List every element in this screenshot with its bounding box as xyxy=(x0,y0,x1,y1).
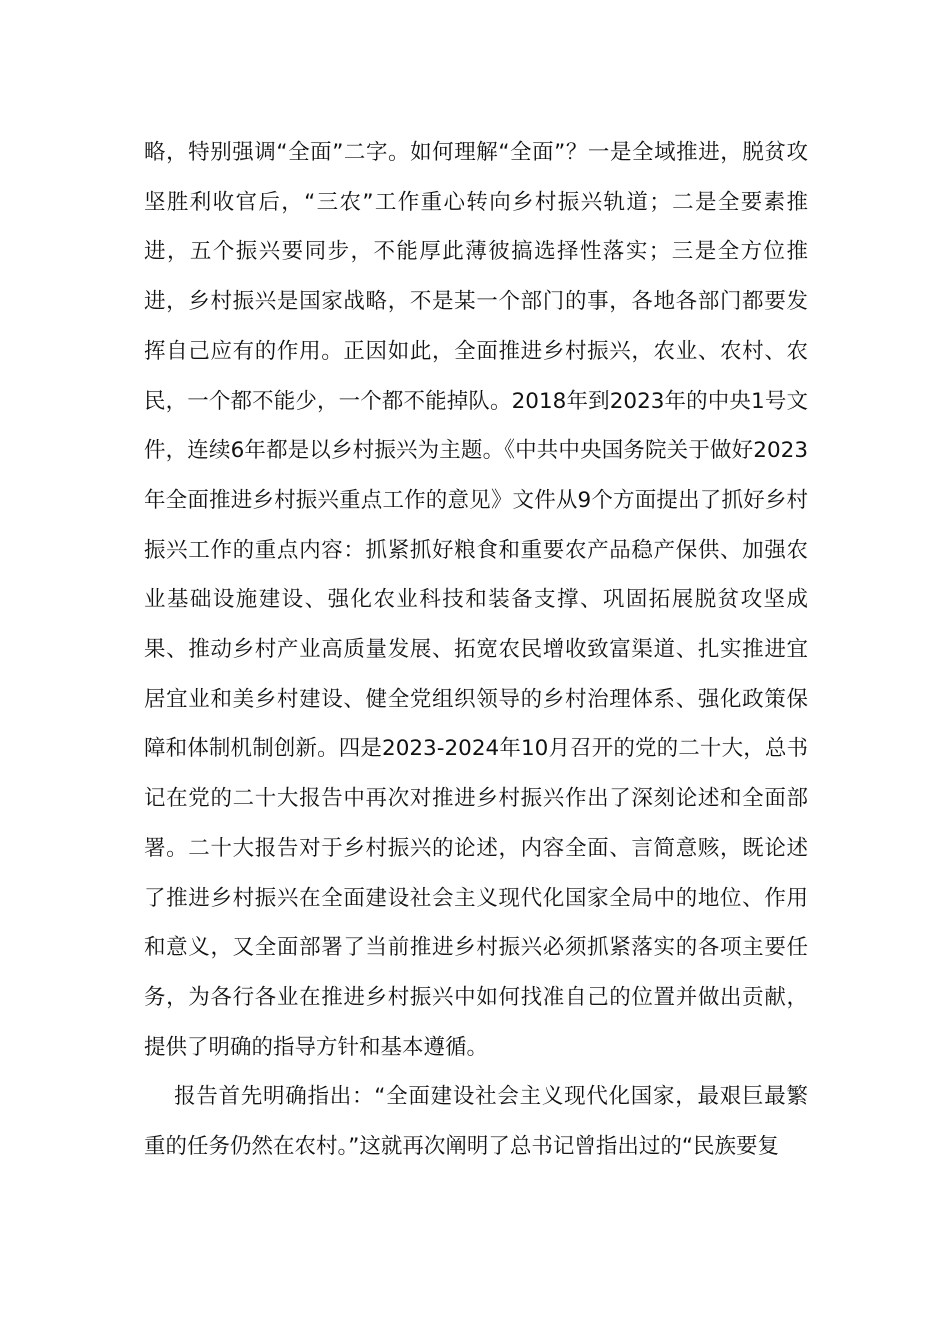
document-body xyxy=(144,128,808,1172)
paragraph-2: 报告首先明确指出：“全面建设社会主义现代化国家，最艰巨最繁重的任务仍然在农村。”这就再次阐明了总书记曾指出过的“民族要复 xyxy=(144,1084,808,1160)
paragraph-1: 略，特别强调“全面”二字。如何理解“全面”？一是全域推进，脱贫攻坚胜利收官后，“三农”工作重心转向乡村振兴轨道；二是全要素推进，五个振兴要同步，不能厚此薄彼搞选择性落实；三是全方位推进，乡村振兴是国家战略，不是某一个部门的事，各地各部门都要发挥自己应有的作用。正因如此，全面推进乡村振兴，农业、农村、农民，一个都不能少，一个都不能掉队。2018年到2023年的中央1号文件，连续6年都是以乡村振兴为主题。《中共中央国务院关于做好2023年全面推进乡村振兴重点工作的意见》文件从9个方面提出了抓好乡村振兴工作的重点内容：抓紧抓好粮食和重要农产品稳产保供、加强农业基础设施建设、强化农业科技和装备支撑、巩固拓展脱贫攻坚成果、推动乡村产业高质量发展、拓宽农民增收致富渠道、扎实推进宜居宜业和美乡村建设、健全党组织领导的乡村治理体系、强化政策保障和体制机制创新。四是2023-2024年10月召开的党的二十大，总书记在党的二十大报告中再次对推进乡村振兴作出了深刻论述和全面部署。二十大报告对于乡村振兴的论述，内容全面、言简意赅，既论述了推进乡村振兴在全面建设社会主义现代化国家全局中的地位、作用和意义，又全面部署了当前推进乡村振兴必须抓紧落实的各项主要任务，为各行各业在推进乡村振兴中如何找准自己的位置并做出贡献，提供了明确的指导方针和基本遵循。 xyxy=(144,140,808,1060)
